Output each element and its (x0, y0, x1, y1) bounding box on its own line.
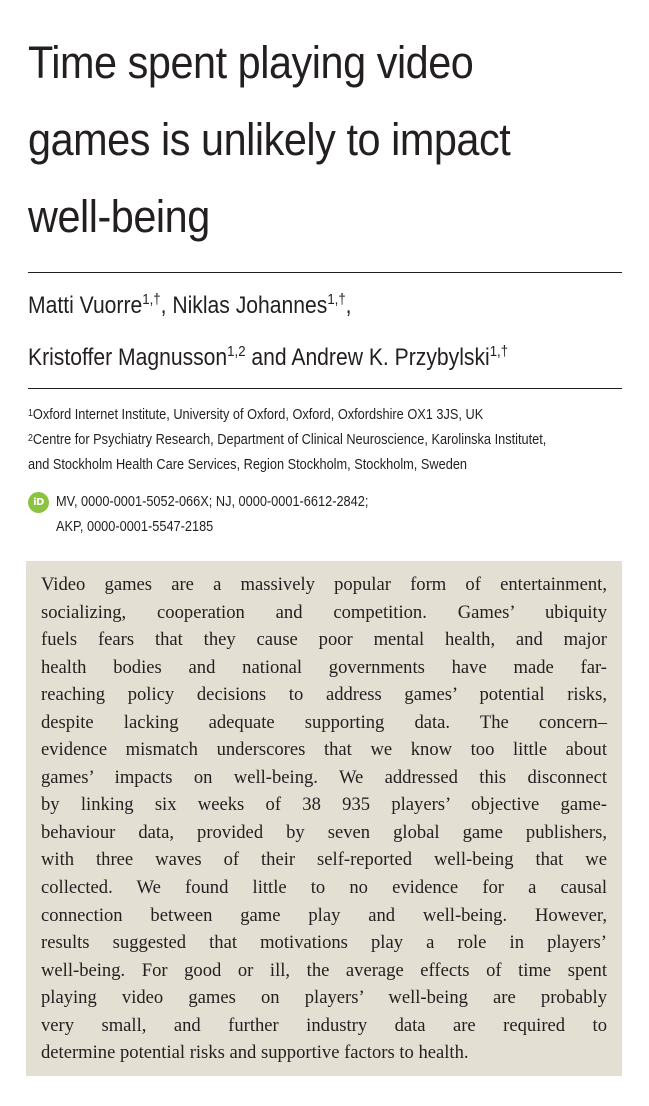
abstract-line: despite lacking adequate supporting data. The concern– (41, 711, 607, 733)
author-separator: , (345, 292, 352, 319)
abstract-line: fuels fears that they cause poor mental health, and major (41, 629, 607, 651)
orcid-ids (56, 490, 619, 540)
abstract-line: Video games are a massively popular form of entertainment, (41, 574, 607, 595)
abstract-line: evidence mismatch underscores that we know too little about (41, 739, 607, 761)
abstract-line: collected. We found little to no evidence for a causal (41, 877, 607, 899)
abstract-text (41, 571, 607, 1067)
abstract-line: connection between game play and well-being. However, (41, 904, 607, 926)
abstract-line: behaviour data, provided by seven global game publishers, (41, 821, 607, 843)
affiliation-text: and Stockholm Health Care Services, Region Stockholm, Stockholm, Sweden (28, 457, 468, 473)
abstract-line: determine potential risks and supportive factors to health. (41, 1042, 469, 1064)
orcid-line: AKP, 0000-0001-5547-2185 (56, 519, 214, 535)
author-affiliation-marker: 1,† (489, 343, 509, 360)
orcid-line: MV, 0000-0001-5052-066X; NJ, 0000-0001-6612-2842; (56, 494, 369, 510)
affiliation-text: Oxford Internet Institute, University of Oxford, Oxford, Oxfordshire OX1 3JS, UK (32, 407, 484, 423)
abstract-line: very small, and further industry data are required to (41, 1014, 607, 1036)
author-separator: , (160, 292, 173, 319)
title-line: games is unlikely to impact (28, 114, 511, 165)
article-title (28, 24, 580, 255)
affiliation-line (28, 428, 591, 453)
affiliation-number: 2 (28, 433, 33, 444)
author-affiliation-marker: 1,† (327, 291, 346, 308)
affiliation-text: Centre for Psychiatry Research, Department of Clinical Neuroscience, Karolinska Institutet, (32, 432, 547, 448)
author-separator: and (245, 344, 292, 371)
author-name: Niklas Johannes (172, 292, 328, 319)
abstract-line: by linking six weeks of 38 935 players’ objective game- (41, 794, 607, 816)
abstract-line: with three waves of their self-reported well-being that we (41, 849, 607, 871)
title-line: Time spent playing video (28, 37, 474, 88)
author-line (28, 280, 556, 332)
author-affiliation-marker: 1,2 (227, 343, 246, 360)
author-name: Matti Vuorre (28, 292, 143, 319)
title-line: well-being (28, 191, 210, 242)
author-affiliation-marker: 1,† (142, 291, 161, 308)
author-name: Kristoffer Magnusson (28, 344, 228, 371)
abstract-line: results suggested that motivations play a role in players’ (41, 932, 607, 954)
abstract-line: health bodies and national governments have made far- (41, 656, 607, 678)
orcid-icon[interactable]: iD (28, 492, 49, 513)
abstract-line: playing video games on players’ well-being are probably (41, 987, 607, 1009)
abstract-line: games’ impacts on well-being. We addressed this disconnect (41, 766, 607, 788)
author-list (28, 280, 556, 384)
abstract-box (26, 561, 622, 1076)
abstract-line: well-being. For good or ill, the average effects of time spent (41, 959, 607, 981)
affiliation-list (28, 403, 591, 478)
affiliation-line (28, 453, 591, 478)
affiliation-line (28, 403, 591, 428)
bottom-divider (28, 388, 622, 389)
abstract-line: socializing, cooperation and competition. Games’ ubiquity (41, 601, 607, 623)
top-divider (28, 272, 622, 273)
affiliation-number: 1 (28, 408, 33, 419)
author-line (28, 332, 556, 384)
abstract-line: reaching policy decisions to address games’ potential risks, (41, 684, 607, 706)
author-name: Andrew K. Przybylski (291, 344, 490, 371)
